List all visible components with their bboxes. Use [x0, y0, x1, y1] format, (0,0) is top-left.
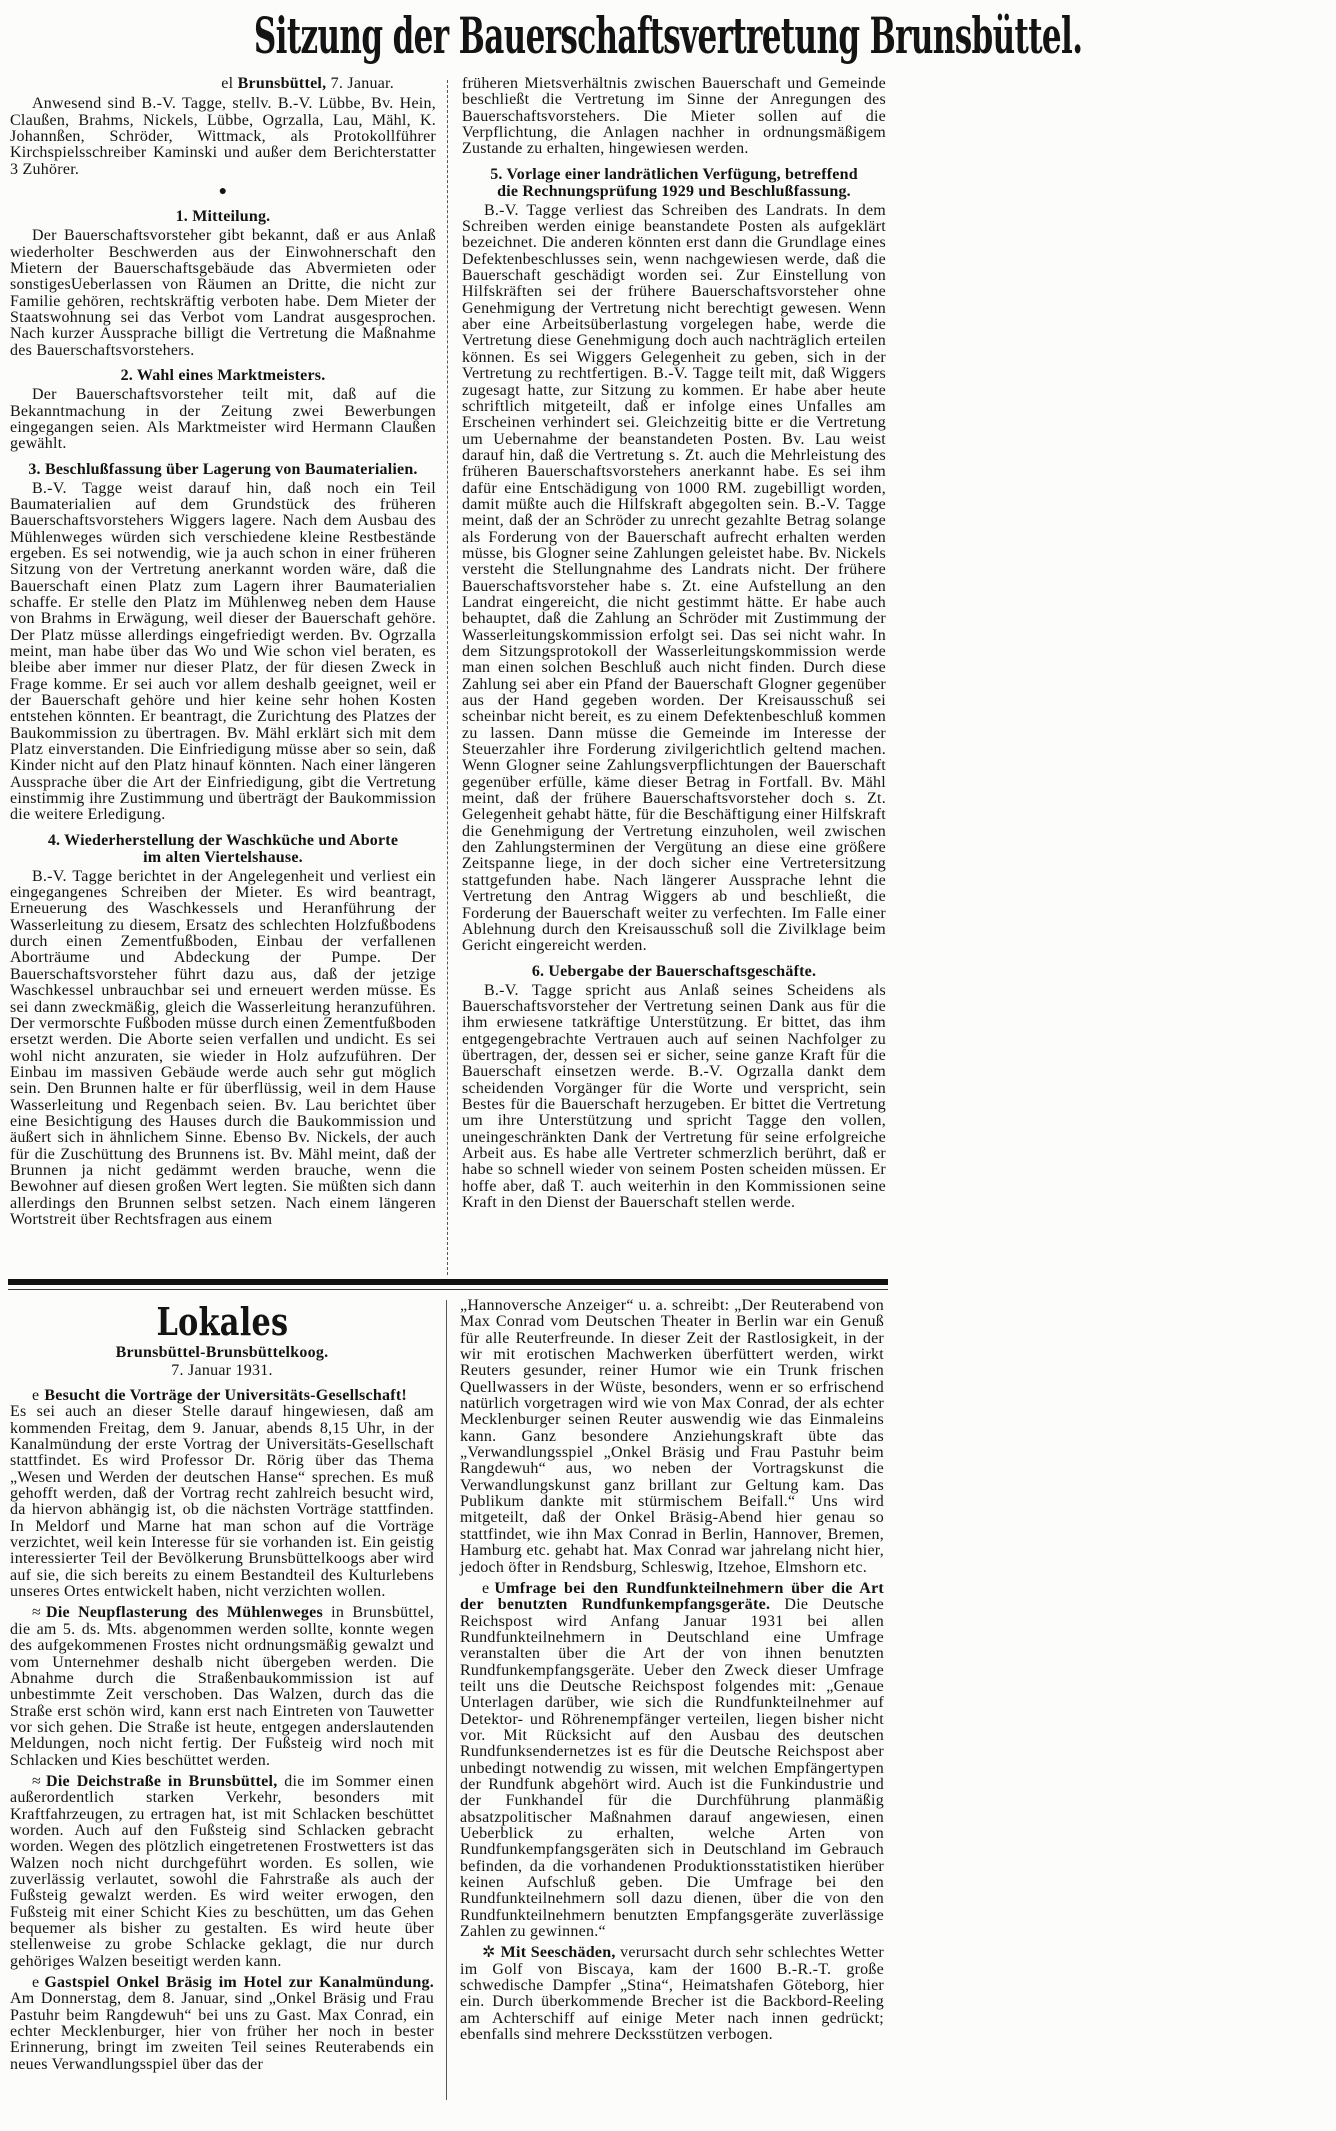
news-item — [10, 1605, 434, 1768]
section-heading: 3. Beschlußfassung über Lagerung von Baumaterialien. — [28, 460, 418, 478]
local-news-column-right — [460, 1298, 884, 2048]
dateline-date: 7. Januar. — [330, 75, 394, 92]
item-body: Es sei auch an dieser Stelle darauf hingewiesen, daß am kommenden Freitag, dem 9. Januar, abends 8,15 Uhr, in der Kanalmündung der erste Vortrag der Universitäts-Gesellschaft stattfindet. Es wird Professor Dr. Rörig über das Thema „Wesen und Werden der deutschen Hanse“ sprechen. Es muß gehofft werden, daß der Vortrag recht zahlreich besucht wird, da hiervon abhängig ist, ob die nächsten Vorträge stattfinden. In Meldorf und Marne hat man schon auf die Vorträge verzichtet, weil kein Interesse für sie vorhanden ist. Ein geistig interessierter Teil der Bevölkerung Brunsbüttelkoogs aber wird auf sie, die sich bereits zu einem Bestandteil des Kulturlebens unseres Ortes entwickelt haben, nicht verzichten wollen. — [10, 1403, 434, 1601]
local-news-date: 7. Januar 1931. — [171, 1362, 273, 1379]
heading-line: 4. Wiederherstellung der Waschküche und Aborte — [47, 831, 399, 849]
section-body: Der Bauerschaftsvorsteher teilt mit, daß auf die Bekanntmachung in der Zeitung zwei Bewerbungen eingegangen seien. Als Marktmeister wird Hermann Claußen gewählt. — [10, 386, 436, 453]
item-marker: ✲ — [482, 1944, 496, 1962]
item-marker: e — [482, 1579, 490, 1597]
dateline — [10, 76, 394, 92]
section-heading — [462, 166, 886, 200]
item-marker: e — [32, 1387, 40, 1404]
item-marker: ≈ — [32, 1772, 42, 1790]
item-head: Die Deichstraße in Brunsbüttel, — [46, 1772, 278, 1790]
article-column-left — [10, 76, 436, 1228]
local-news-column-left — [10, 1298, 434, 2078]
item-body: Die Deutsche Reichspost wird Anfang Januar 1931 bei allen Rundfunkteilnehmern in Deutschland eine Umfrage veranstalten über die Art der von ihnen benutzten Rundfunkempfangsgeräte. Ueber den Zweck dieser Umfrage teilt uns die Deutsche Reichspost folgendes mit: „Genaue Unterlagen darüber, wie sich die Rundfunkteilnehmer auf Detektor- und Röhrenempfänger verteilen, liegen bisher nicht vor. Mit Rücksicht auf den Ausbau des deutschen Rundfunksendernetzes ist es für die Deutsche Reichspost aber unbedingt notwendig zu wissen, mit welchen Empfängertypen der Rundfunk abgehört wird. Auch ist die Funkindustrie und der Funkhandel für die Durchführung planmäßig absatzpolitischer Maßnahmen darauf angewiesen, einen Ueberblick zu erhalten, welche Arten von Rundfunkempfangsgeräten sich in Deutschland im Gebrauch befinden, da die vorhandenen Produktionsstatistiken hierüber keinen Aufschluß geben. Die Umfrage bei den Rundfunkteilnehmern soll dazu dienen, über die von den Rundfunkteilnehmern benutzten Empfangsgeräte zuverlässige Zahlen zu gewinnen.“ — [460, 1596, 884, 1941]
item-head: Die Neupflasterung des Mühlenweges — [46, 1604, 323, 1622]
section-heading: 1. Mitteilung. — [175, 208, 271, 226]
item-head: Gastspiel Onkel Bräsig im Hotel zur Kanalmündung. — [44, 1974, 434, 1992]
section-body: B.-V. Tagge spricht aus Anlaß seines Scheidens als Bauerschaftsvorsteher der Vertretung seinen Dank aus für die ihm erwiesene tatkräftige Unterstützung. Er bittet, das ihm entgegengebrachte Vertrauen auch auf seinen Nachfolger zu übertragen, der, dessen sei er sicher, seine ganze Kraft für die Bauerschaft einsetzen werde. B.-V. Ogrzalla dankt dem scheidenden Vorgänger für die Worte und verspricht, sein Bestes für die Bauerschaft herzugeben. Er bittet die Vertretung um ihre Unterstützung und spricht Tagge den vollen, uneingeschränkten Dank der Vertretung für seine erfolgreiche Arbeit aus. Es habe alle Vertreter schmerzlich berührt, daß er habe so schnell wieder von seinem Posten scheiden müssen. Er hoffe aber, daß T. auch weiterhin in den Kommissionen seine Kraft in den Dienst der Bauerschaft stellen werde. — [462, 981, 886, 1211]
item-marker: ≈ — [32, 1604, 42, 1622]
author-mark: el — [221, 75, 234, 92]
item-body: in Brunsbüttel, die am 5. ds. Mts. abgenommen werden sollte, konnte wegen des aufgekommenen Frostes nicht ordnungsmäßig gewalzt und vom Unternehmer deshalb nicht übergeben werden. Die Abnahme durch die Straßenbaukommission ist auf unbestimmte Zeit verschoben. Das Walzen, durch das die Straße erst schön wird, kann erst nach Eintreten von Tauwetter vor sich gehen. Die Straße ist heute, entgegen anderslautenden Meldungen, noch nicht fertig. Der Fußsteig wird noch mit Schlacken und Kies beschüttet werden. — [10, 1604, 434, 1769]
section-body-continued: früheren Mietsverhältnis zwischen Bauerschaft und Gemeinde beschließt die Vertretung im Sinne der Anregungen des Bauerschaftsvorstehers. Die Mieter sollen auf die Verpflichtung, die Anlagen nachher in ordnungsmäßigem Zustande zu erhalten, hingewiesen werden. — [462, 75, 886, 158]
item-head: Umfrage bei den Rundfunkteilnehmern über die Art der benutzten Rundfunkempfangsgeräte. — [460, 1579, 884, 1614]
news-item — [460, 1581, 884, 1941]
news-item — [10, 1774, 434, 1970]
article-column-right — [462, 76, 886, 1211]
section-body: B.-V. Tagge verliest das Schreiben des Landrats. In dem Schreiben werden einige beanstandete Posten als aufgeklärt bezeichnet. Die anderen könnten erst dann die Grundlage eines Defektenbeschlusses sein, wenn nachgewiesen werde, daß die Bauerschaft geschädigt worden sei. Zur Einstellung von Hilfskräften sei der frühere Bauerschaftsvorsteher ohne Genehmigung der Vertretung nicht berechtigt gewesen. Wenn aber eine Arbeitsüberlastung vorgelegen habe, werde die Vertretung diese Genehmigung doch auch nachträglich erteilen können. Es sei Wiggers Gelegenheit zu geben, sich in der Vertretung zu rechtfertigen. B.-V. Tagge teilt mit, daß Wiggers zugesagt hatte, zur Sitzung zu kommen. Er habe aber heute schriftlich mitgeteilt, daß er infolge eines Unfalles am Erscheinen verhindert sei. Gleichzeitig bitte er die Vertretung um Uebernahme der beanstandeten Posten. Bv. Lau weist darauf hin, daß die Vertretung s. Zt. auch die Mehrleistung des früheren Bauerschaftsvorstehers anerkannt habe. Es sei ihm dafür eine Entschädigung von 1000 RM. zugebilligt worden, damit müßte auch die Hilfskraft abgegolten sein. B.-V. Tagge meint, daß der an Schröder zu unrecht gezahlte Betrag solange als Forderung von der Bauerschaft aufrecht erhalten werden müsse, bis Glogner seine Zahlungen geleistet habe. Bv. Nickels versteht die Stellungnahme des Landrats nicht. Der frühere Bauerschaftsvorsteher habe s. Zt. eine Aufstellung an den Landrat eingereicht, die nicht gestimmt hätte. Er habe auch behauptet, daß die Zahlung an Schröder mit Zustimmung der Wasserleitungskommission erfolgt sei. Das sei nicht wahr. In dem Sitzungsprotokoll der Wasserleitungskommission werde man einen solchen Beschluß auch nicht finden. Durch diese Zahlung sei aber ein Pfand der Bauerschaft Glogner gegenüber aus der Hand gegeben worden. Der Kreisausschuß sei scheinbar nicht bereit, es zu einem Defektenbeschluß kommen zu lassen. Dann müsse die Gemeinde im Interesse der Steuerzahler ihre Forderung zivilgerichtlich geltend machen. Wenn Glogner seine Zahlungsverpflichtungen der Bauerschaft gegenüber erfülle, käme dieser Betrag in Fortfall. Bv. Mähl meint, daß der frühere Bauerschaftsvorsteher doch s. Zt. Gelegenheit gehabt hätte, für die Beschäftigung einer Hilfskraft die Genehmigung der Vertretung einzuholen, weil zwischen den Zahlungsterminen der Vergütung an diese eine größere Zeitspanne liege, in der doch sicher eine Vertretersitzung stattgefunden habe. Nach längerer Aussprache lehnt die Vertretung den Antrag Wiggers ab und beschließt, die Forderung der Bauerschaft weiter zu verfechten. Im Falle einer Ablehnung durch den Kreisausschuß soll die Zivilklage beim Gericht eingereicht werden. — [462, 201, 886, 955]
item-head: Besucht die Vorträge der Universitäts-Gesellschaft! — [44, 1387, 407, 1404]
local-news-headline: Lokales — [156, 1299, 288, 1344]
news-item-continued: „Hannoversche Anzeiger“ u. a. schreibt: „Der Reuterabend von Max Conrad vom Deutschen Theater in Berlin war ein Genuß für alle Reuterfreunde. In dieser Zeit der Rastlosigkeit, in der wir mit erotischen Machwerken überfüttert werden, wirkt Reuters gesunder, reiner Humor wie ein Trunk frischen Quellwassers in der Wüste, besonders, wenn er so erfrischend natürlich vorgetragen wird wie von Max Conrad, der als echter Mecklenburger seinen Reuter auswendig wie das Einmaleins kann. Ganz besondere Anziehungskraft übte das „Verwandlungsspiel „Onkel Bräsig und Frau Pastuhr beim Rangdewuh“ aus, wo neben der Vortragskunst die Verwandlungskunst ganz brillant zur Geltung kam. Das Publikum dankte mit stürmischem Beifall.“ Uns wird mitgeteilt, daß der Onkel Bräsig-Abend hier genau so stattfindet, wie ihn Max Conrad in Berlin, Hannover, Bremen, Hamburg etc. gehabt hat. Max Conrad war jahrelang nicht hier, jedoch öfter in Rendsburg, Schleswig, Itzehoe, Elmshorn etc. — [460, 1297, 884, 1576]
heading-line: im alten Viertelshause. — [143, 848, 303, 866]
heading-line: 5. Vorlage einer landrätlichen Verfügung, betreffend — [490, 165, 858, 183]
column-divider — [447, 80, 448, 1275]
news-item — [460, 1945, 884, 2043]
item-body: verursacht durch sehr schlechtes Wetter im Golf von Biscaya, kam der 1600 B.-R.-T. große schwedische Dampfer „Stina“, Heimatshafen Göteborg, hier ein. Durch überkommende Brecher ist die Backbord-Reeling am Achterschiff auf einige Meter nach innen gedrückt; ebenfalls sind mehrere Decksstützen verbogen. — [460, 1944, 884, 2044]
attendance-paragraph: Anwesend sind B.-V. Tagge, stellv. B.-V. Lübbe, Bv. Hein, Claußen, Brahms, Nickels, Lübbe, Ogrzalla, Lau, Mähl, K. Johannßen, Schröder, Wittmack, als Protokollführer Kirchspielsschreiber Kaminski und außer dem Berichterstatter 3 Zuhörer. — [10, 95, 436, 178]
article-headline: Sitzung der Bauerschaftsvertretung Brunsbüttel. — [253, 6, 1083, 65]
news-item — [10, 1388, 434, 1600]
dateline-place: Brunsbüttel, — [237, 75, 327, 92]
section-body: Der Bauerschaftsvorsteher gibt bekannt, daß er aus Anlaß wiederholter Beschwerden aus der Einwohnerschaft den Mietern der Bauerschaftsgebäude das Abvermieten oder sonstigesUeberlassen von Räumen an Dritte, die nicht zur Familie gehören, rechtskräftig verboten habe. Dem Mieter der Staatswohnung sei das Verbot vom Landrat ausgesprochen. Nach kurzer Aussprache billigt die Vertretung die Maßnahme des Bauerschaftsvorstehers. — [10, 227, 436, 359]
section-body: B.-V. Tagge weist darauf hin, daß noch ein Teil Baumaterialien auf dem Grundstück des früheren Bauerschaftsvorstehers Wiggers lagere. Nach dem Ausbau des Mühlenweges würden sich verschiedene kleine Restbestände ergeben. Es sei notwendig, wie ja auch schon in einer früheren Sitzung von der Vertretung anerkannt worden wäre, daß die Bauerschaft einen Platz zum Lagern ihrer Baumaterialien schaffe. Er stelle den Platz im Mühlenweg neben dem Hause von Brahms in Erwägung, weil dieser der Bauerschaft gehöre. Der Platz müsse allerdings eingefriedigt werden. Bv. Ogrzalla meint, man habe über das Wo und Wie schon viel beraten, es bleibe aber immer nur dieser Platz, der für diesen Zweck in Frage komme. Er sei auch vor allem deshalb geeignet, weil er der Bauerschaft gehöre und hier keine sehr hohen Kosten entstehen könnten. Er beantragt, die Zurichtung des Platzes der Baukommission zu übertragen. Bv. Mähl erklärt sich mit dem Platz einverstanden. Die Einfriedigung müsse aber so sein, daß Kinder nicht auf den Platz hinauf könnten. Nach einer längeren Aussprache über die Art der Einfriedigung, gibt die Vertretung einstimmig ihre Zustimmung und überträgt der Baukommission die weitere Erledigung. — [10, 479, 436, 824]
item-head: Mit Seeschäden, — [500, 1944, 616, 1962]
item-body: die im Sommer einen außerordentlich starken Verkehr, besonders mit Kraftfahrzeugen, zu ertragen hat, ist mit Schlacken beschüttet worden. Auch auf den Fußsteig sind Schlacken gebracht worden. Wegen des plötzlich eingetretenen Frostwetters ist das Walzen noch nicht durchgeführt worden. Es sollen, wie zuverlässig verlautet, sowohl die Fahrstraße als auch der Fußsteig gewalzt werden. Es wird weiter erwogen, den Fußsteig mit einer Schicht Kies zu beschütten, um das Gehen bequemer als bisher zu gestalten. Es wird heute über stellenweise zu grobe Schlacke geklagt, die nur durch gehöriges Walzen beseitigt werden kann. — [10, 1772, 435, 1970]
item-marker: e — [32, 1974, 40, 1992]
local-news-subhead: Brunsbüttel-Brunsbüttelkoog. — [115, 1344, 329, 1361]
section-heading: 6. Uebergabe der Bauerschaftsgeschäfte. — [531, 962, 817, 980]
section-rule-thin — [8, 1289, 888, 1290]
bullet-separator: ● — [218, 184, 228, 200]
section-body: B.-V. Tagge berichtet in der Angelegenheit und verliest ein eingegangenes Schreiben der Mieter. Es wird beantragt, Erneuerung des Waschkessels und Heranführung der Wasserleitung zu diesem, Ersatz des schlechten Holzfußbodens durch einen Zementfußboden, Einbau der verfallenen Aborträume und Abdeckung der Pumpe. Der Bauerschaftsvorsteher führt dazu aus, daß der jetzige Waschkessel unbrauchbar sei und erneuert werden müsse. Es sei dann zweckmäßig, gleich die Wasserleitung heranzuführen. Der vermorschte Fußboden müsse durch einen Zementfußboden ersetzt werden. Die Aborte seien verfallen und undicht. Es sei wohl nicht anzuraten, sie wieder in Holz aufzuführen. Der Einbau im massiven Gebäude werde auch sehr gut möglich sein. Den Brunnen halte er für überflüssig, weil in dem Hause Wasserleitung und Regenbach seien. Bv. Lau berichtet über eine Besichtigung des Hauses durch die Baukommission und äußert sich in ähnlichem Sinne. Ebenso Bv. Nickels, der auch für die Zuschüttung des Brunnens ist. Bv. Mähl meint, daß der Brunnen ja nicht gedämmt werden brauche, wenn die Bewohner auf diesen großen Wert legten. Sie müßten sich dann allerdings den Brunnen selbst setzen. Nach einem längeren Wortstreit über Rechtsfragen aus einem — [10, 867, 436, 1228]
section-rule — [8, 1279, 888, 1285]
news-item — [10, 1975, 434, 2073]
section-heading — [10, 832, 436, 866]
item-body: Am Donnerstag, dem 8. Januar, sind „Onkel Bräsig und Frau Pastuhr beim Rangdewuh“ bei uns zu Gast. Max Conrad, ein echter Mecklenburger, hier von früher her noch in bester Erinnerung, bringt im zweiten Teil seines Reuterabends ein neues Verwandlungsspiel über das der — [10, 1990, 434, 2073]
heading-line: die Rechnungsprüfung 1929 und Beschlußfassung. — [497, 182, 851, 200]
column-divider — [446, 1300, 447, 2100]
section-heading: 2. Wahl eines Marktmeisters. — [120, 367, 326, 385]
